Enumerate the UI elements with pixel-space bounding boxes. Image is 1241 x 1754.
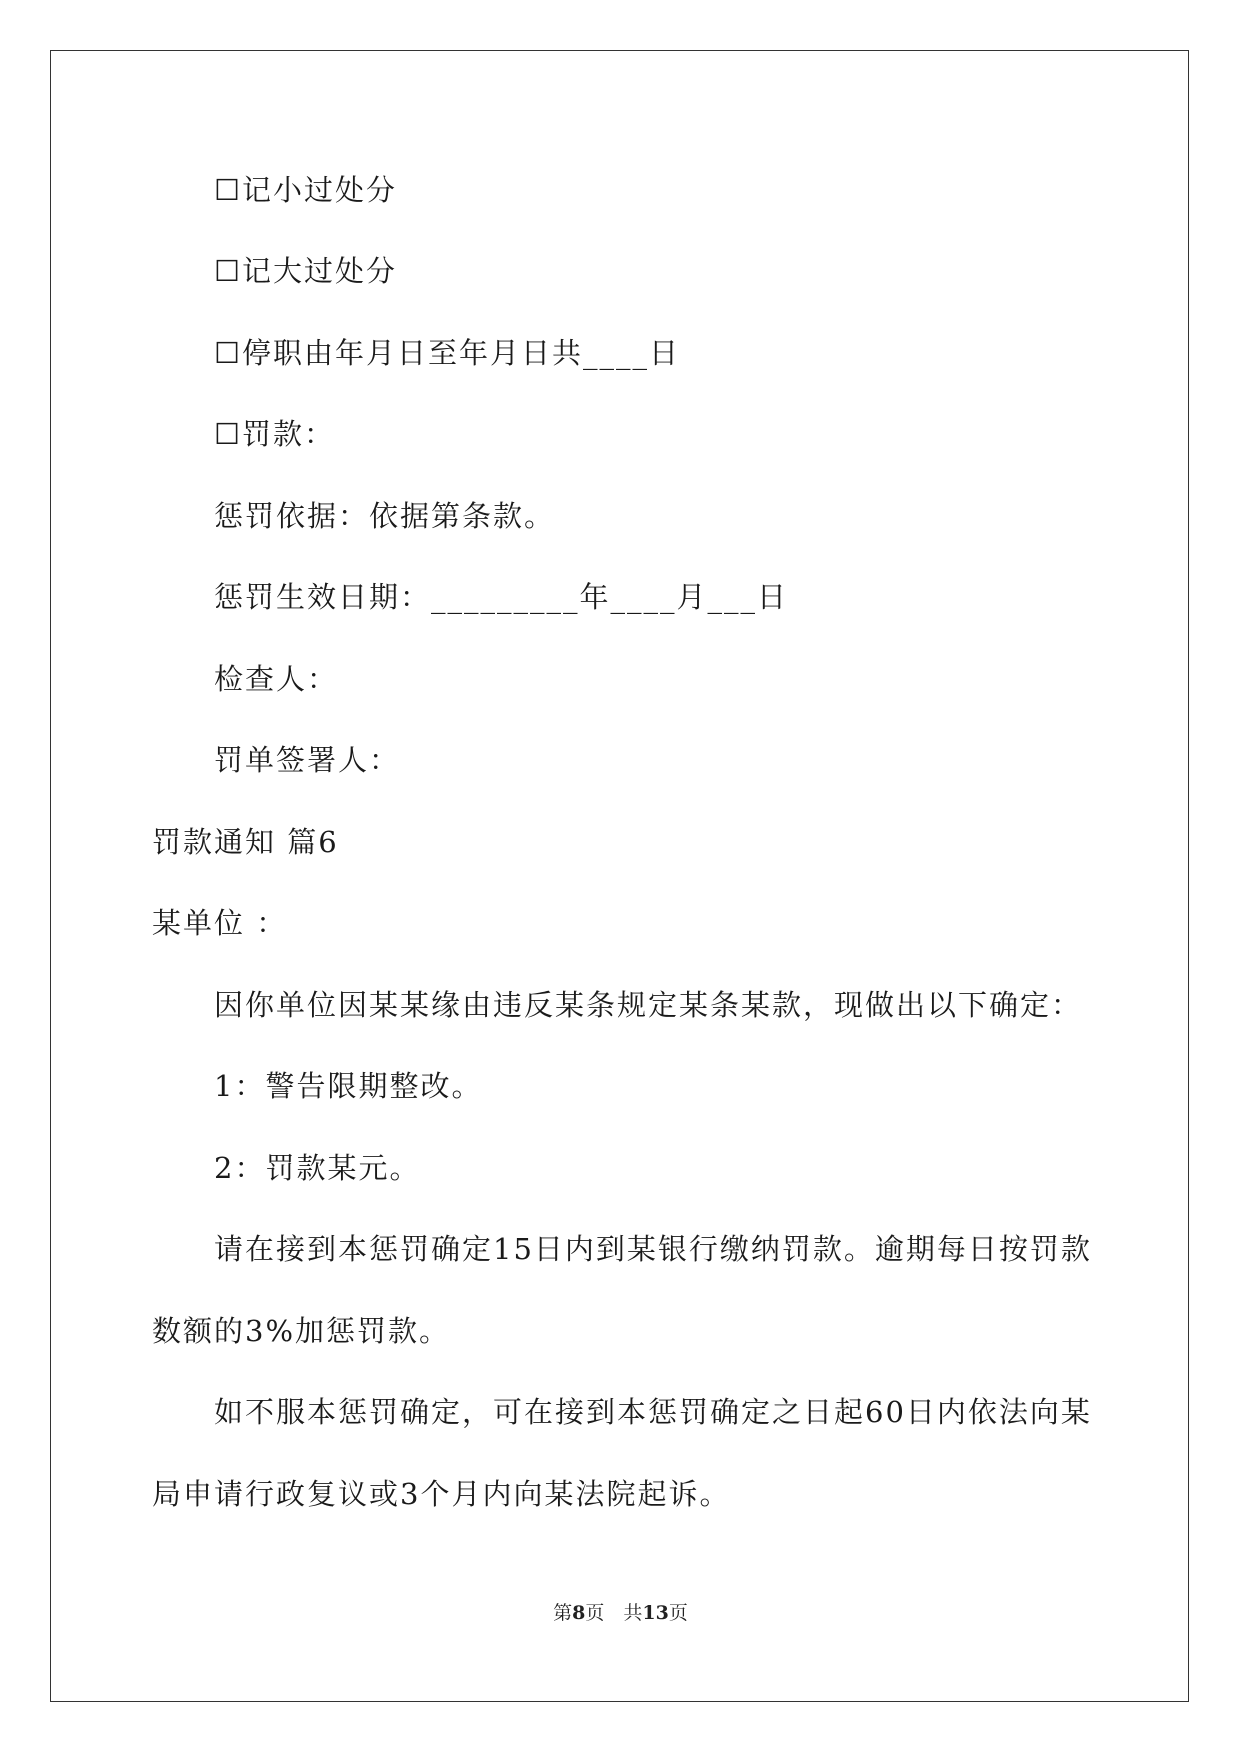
payment-instruction-cont: 数额的3%加惩罚款。 — [152, 1314, 451, 1348]
penalty-effective-date: 惩罚生效日期：_________年____月___日 — [214, 580, 789, 614]
appeal-instruction: 如不服本惩罚确定，可在接到本惩罚确定之日起60日内依法向某 — [214, 1395, 1092, 1429]
option-suspension: ☐停职由年月日至年月日共____日 — [214, 336, 680, 370]
addressee: 某单位 ： — [152, 906, 288, 940]
option-major-demerit: ☐记大过处分 — [214, 254, 397, 288]
total-pages-number: 13 — [642, 1602, 669, 1624]
footer-prefix: 第 — [553, 1602, 573, 1624]
item-1: 1：警告限期整改。 — [214, 1069, 483, 1103]
option-minor-demerit: ☐记小过处分 — [214, 173, 397, 207]
penalty-basis: 惩罚依据：依据第条款。 — [214, 499, 556, 533]
footer-suffix: 页 — [668, 1602, 688, 1624]
footer-mid: 页 共 — [585, 1602, 643, 1624]
inspector-label: 检查人： — [214, 662, 339, 696]
page-number-footer — [0, 1600, 1241, 1626]
section-title: 罚款通知 篇6 — [152, 825, 339, 859]
item-2: 2：罚款某元。 — [214, 1151, 421, 1185]
signer-label: 罚单签署人： — [214, 743, 401, 777]
option-fine: ☐罚款： — [214, 417, 335, 451]
page-border — [50, 50, 1189, 1702]
payment-instruction: 请在接到本惩罚确定15日内到某银行缴纳罚款。逾期每日按罚款 — [214, 1232, 1092, 1266]
current-page-number: 8 — [572, 1602, 586, 1624]
appeal-instruction-cont: 局申请行政复议或3个月内向某法院起诉。 — [152, 1477, 731, 1511]
notice-intro: 因你单位因某某缘由违反某条规定某条某款，现做出以下确定： — [214, 988, 1083, 1022]
